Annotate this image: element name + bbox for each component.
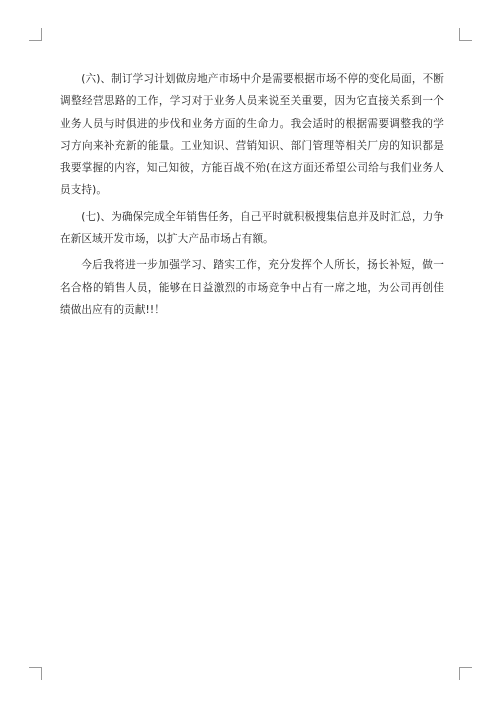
crop-mark-top-right xyxy=(459,28,472,41)
crop-mark-bottom-right xyxy=(459,667,472,680)
crop-mark-top-left xyxy=(29,28,42,41)
paragraph-future-commitment: 今后我将进一步加强学习、踏实工作，充分发挥个人所长，扬长补短，做一名合格的销售人员，能够在日益激烈的市场竞争中占有一席之地，为公司再创佳绩做出应有的贡献!!！ xyxy=(60,259,444,316)
paragraph-study-plan: (六)、制订学习计划做房地产市场中介是需要根据市场不停的变化局面，不断调整经营思路的工作，学习对于业务人员来说至关重要，因为它直接关系到一个业务人员与时俱进的步伐和业务方面的生命力。我会适时的根据需要调整我的学习方向来补充新的能量。工业知识、营销知识、部门管理等相关厂房的知识都是我要掌握的内容，知己知彼，方能百战不殆(在这方面还希望公司给与我们业务人员支持)。 xyxy=(60,73,444,197)
document-body xyxy=(60,68,444,325)
paragraph-sales-task: (七)、为确保完成全年销售任务，自己平时就积极搜集信息并及时汇总，力争在新区域开发市场，以扩大产品市场占有额。 xyxy=(60,210,444,246)
crop-mark-bottom-left xyxy=(29,667,42,680)
